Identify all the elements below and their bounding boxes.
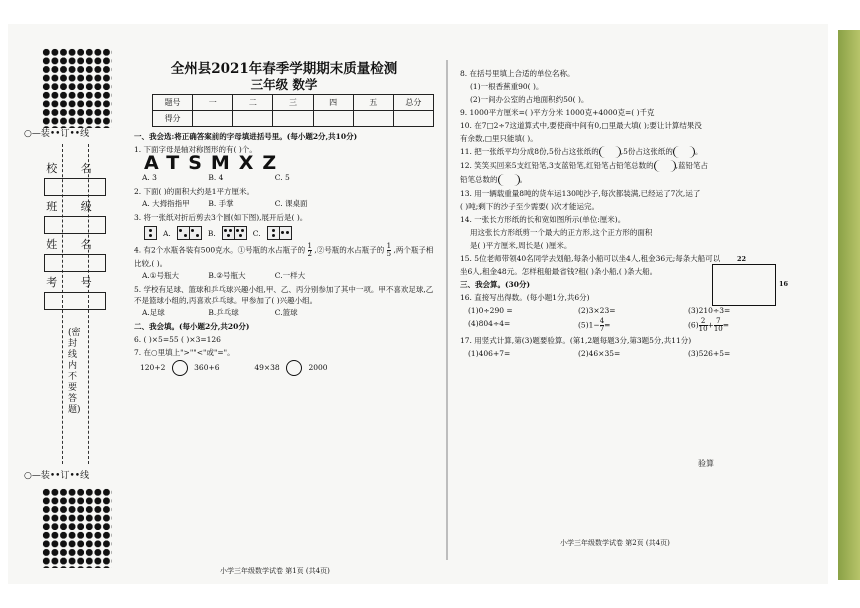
option-label: B.: [207, 228, 216, 238]
question-14-cont2: 是( )平方厘米,周长是( )厘米。: [470, 241, 572, 250]
calc-item: (2)46×35=: [578, 349, 621, 358]
calc-item: (1)0÷290 =: [468, 306, 513, 315]
field-label: 姓 名: [46, 238, 102, 251]
option: B.乒乓球: [208, 308, 239, 317]
fraction-denominator: 5: [386, 250, 392, 258]
question-8-2: (2)一间办公室的占地面积约50( )。: [470, 95, 589, 104]
score-cell[interactable]: [233, 111, 273, 127]
dot-pattern: [42, 488, 112, 568]
text: 。: [694, 147, 703, 156]
dot-pattern: [42, 48, 112, 128]
seal-note: (密封线内不要答题): [68, 328, 81, 415]
exam-number-field[interactable]: [44, 274, 104, 310]
question-10-cont: 有余数,□里只能填( )。: [460, 134, 538, 143]
unfolded-paper-option-b: [222, 226, 247, 240]
option: C. 5: [274, 173, 290, 182]
expression: 49×38: [254, 363, 280, 372]
text: 12. 笑笑买回来5支红铅笔,3支蓝铅笔,红铅笔占铅笔总数的: [460, 161, 654, 170]
score-row-label: 得分: [153, 111, 193, 127]
question-13-cont: ( )吨;剩下的沙子至少需要( )次才能运完。: [460, 202, 599, 211]
field-label: 考 号: [46, 276, 102, 289]
score-cell[interactable]: [273, 111, 313, 127]
question-13: 13. 用一辆载重量8吨的货车运130吨沙子,每次都装满,已经运了7次,运了: [460, 189, 701, 198]
option: B. 手掌: [208, 199, 234, 208]
option-label: A.: [163, 228, 171, 238]
score-cell[interactable]: [353, 111, 393, 127]
exam-subtitle: 三年级 数学: [250, 77, 318, 92]
cut-line-label: ○—装••订••线: [24, 471, 90, 481]
q3-figures: [144, 226, 434, 240]
score-header-cell: 五: [353, 95, 393, 111]
question-10: 10. 在7□2÷7这道算式中,要使商中间有0,□里最大填( );要让计算结果没: [460, 121, 702, 130]
score-header-cell: 总分: [393, 95, 433, 111]
unfolded-paper-option-a: [177, 226, 202, 240]
question-7: 7. 在○里填上">""<"或"="。: [134, 348, 235, 357]
name-field[interactable]: [44, 236, 104, 272]
text: +: [707, 320, 714, 330]
letter-figures: ATSMXZ: [144, 152, 286, 174]
page-2-footer: 小学三年级数学试卷 第2页 (共4页): [560, 539, 670, 547]
check-label: 验算: [698, 459, 714, 468]
score-header-cell: 三: [273, 95, 313, 111]
text: =: [604, 320, 611, 330]
score-cell[interactable]: [393, 111, 433, 127]
calc-row: [468, 305, 810, 316]
option: C. 课桌面: [274, 199, 308, 208]
fraction: [308, 243, 312, 258]
text: =: [722, 320, 730, 330]
answer-brace[interactable]: [673, 146, 695, 158]
unfolded-paper-option-c: [267, 226, 292, 240]
compare-circle[interactable]: [286, 360, 302, 376]
option: C.一样大: [274, 271, 306, 280]
answer-brace[interactable]: [654, 160, 676, 172]
exam-title: 全州县2021年春季学期期末质量检测: [170, 61, 398, 77]
text: 4. 有2个水瓶各装有500克水。①号瓶的水占瓶子的: [134, 245, 306, 255]
expression: 120+2: [140, 363, 166, 372]
field-box[interactable]: [44, 292, 106, 310]
score-cell[interactable]: [193, 111, 233, 127]
class-field[interactable]: [44, 198, 104, 234]
fraction: [714, 318, 723, 333]
score-header-cell: 题号: [153, 95, 193, 111]
field-label: 班 级: [46, 200, 102, 213]
score-table: [152, 94, 434, 127]
calc-item: [578, 318, 688, 333]
fraction-numerator: 1: [386, 242, 392, 250]
text: 铅笔总数的: [460, 175, 498, 184]
page-2: [460, 66, 810, 361]
question-9: 9. 1000平方厘米=( )平方分米 1000克+4000克=( )千克: [460, 108, 655, 117]
question-16: 16. 直接写出得数。(每小题1分,共6分): [460, 293, 590, 302]
question-12: [460, 160, 810, 172]
folded-paper-figure: [144, 226, 157, 240]
expression: 2000: [308, 363, 328, 372]
question-3: 3. 将一张纸对折后剪去3个圆(如下图),展开后是( )。: [134, 213, 308, 222]
score-header-cell: 二: [233, 95, 273, 111]
fraction-denominator: 7: [599, 325, 605, 333]
page-1: [134, 61, 434, 377]
field-box[interactable]: [44, 216, 106, 234]
option: A.足球: [142, 308, 165, 317]
cut-line-label: ○—装••订••线: [24, 129, 90, 139]
text: ,②号瓶的水占瓶子的: [314, 245, 385, 255]
option-label: C.: [252, 228, 261, 238]
score-cell[interactable]: [313, 111, 353, 127]
calc-item: (2)3×23=: [578, 306, 616, 315]
field-label: 校 名: [46, 162, 102, 175]
text: 11. 把一张纸平均分成8份,5份占这张纸的: [460, 147, 599, 156]
option: A.①号瓶大: [142, 271, 180, 280]
fraction-numerator: 1: [307, 242, 312, 250]
rectangle-figure: [712, 255, 789, 306]
page-fold: [446, 60, 448, 560]
calc-item: (3)526+5=: [688, 349, 731, 358]
page-1-footer: 小学三年级数学试卷 第1页 (共4页): [220, 567, 330, 575]
q1-options: [142, 172, 434, 183]
question-15-cont: 坐6人,租金48元。怎样租船最省钱?租( )条小船,( )条大船。: [460, 267, 658, 276]
fraction-denominator: 2: [307, 250, 312, 258]
text: (6): [688, 320, 699, 330]
question-11: [460, 146, 810, 158]
section-heading: 一、我会选:将正确答案前的字母填进括号里。(每小题2分,共10分): [134, 132, 358, 141]
rect-width-label: 16: [779, 280, 789, 288]
question-12-cont: [460, 174, 810, 186]
rect-length-label: 22: [737, 255, 747, 263]
calc-item: (4)804÷4=: [468, 319, 511, 328]
text: ,蓝铅笔占: [675, 161, 709, 170]
fraction-denominator: 10: [698, 325, 708, 333]
text: (5)1−: [578, 320, 600, 330]
section-heading: 二、我会填。(每小题2分,共20分): [134, 322, 250, 331]
q2-options: [142, 198, 434, 209]
option: B.②号瓶大: [208, 271, 246, 280]
fraction-denominator: 10: [713, 325, 723, 333]
question-6: 6. ( )×5=55 ( )×3=126: [134, 335, 221, 344]
background-strip: [838, 30, 860, 580]
compare-circle[interactable]: [172, 360, 188, 376]
q5-options: [142, 307, 434, 318]
fraction-numerator: 4: [599, 317, 605, 325]
question-8: 8. 在括号里填上合适的单位名称。: [460, 69, 575, 78]
answer-brace[interactable]: [498, 174, 520, 186]
text: ,两个瓶子相比较,( )。: [134, 245, 434, 268]
option: A. 大拇指指甲: [142, 199, 190, 208]
text: 。: [519, 175, 527, 184]
score-header-cell: 四: [313, 95, 353, 111]
question-14: 14. 一张长方形纸的长和宽如图所示(单位:厘米)。: [460, 215, 626, 224]
question-17: 17. 用竖式计算,第(3)题要验算。(第1,2题每题3分,第3题5分,共11分): [460, 336, 692, 345]
fraction-numerator: 2: [699, 318, 708, 326]
fraction: [699, 318, 708, 333]
q4-options: [142, 270, 434, 281]
fraction-numerator: 7: [714, 318, 723, 326]
question-5: 5. 学校有足球、篮球和乒乓球兴趣小组,甲、乙、丙分别参加了其中一项。甲不喜欢足球,乙不是篮球小组的,丙喜欢乒乓球。甲参加了( )兴趣小组。: [134, 285, 434, 305]
field-box[interactable]: [44, 254, 106, 272]
question-15: 15. 5位老师带领40名同学去划船,每条小船可以坐4人,租金36元;每条大船可以: [460, 254, 721, 263]
question-2: 2. 下面( )的面积大约是1平方厘米。: [134, 187, 255, 196]
compare-row: [140, 360, 434, 376]
option: C.篮球: [274, 308, 298, 317]
calc-row: [468, 318, 810, 333]
school-field[interactable]: [44, 160, 104, 196]
text: ,5份占这张纸的: [620, 147, 673, 156]
option: B. 4: [208, 173, 224, 182]
option: A. 3: [142, 173, 157, 182]
answer-brace[interactable]: [599, 146, 621, 158]
calc-row: [468, 348, 810, 359]
fraction: [387, 243, 391, 258]
binding-margin: [24, 48, 122, 568]
question-1: 1. 下面字母是轴对称图形的有( )个。: [134, 145, 257, 154]
score-header-cell: 一: [193, 95, 233, 111]
question-8-1: (1)一根香蕉重90( )。: [470, 82, 544, 91]
calc-item: (1)406+7=: [468, 349, 511, 358]
expression: 360+6: [194, 363, 220, 372]
calc-item: (3)210÷3=: [688, 306, 731, 315]
section-heading: 三、我会算。(30分): [460, 280, 531, 289]
field-box[interactable]: [44, 178, 106, 196]
calc-item: [688, 318, 798, 333]
question-14-cont: 用这张长方形纸剪一个最大的正方形,这个正方形的面积: [470, 228, 653, 237]
question-4: [134, 243, 434, 269]
